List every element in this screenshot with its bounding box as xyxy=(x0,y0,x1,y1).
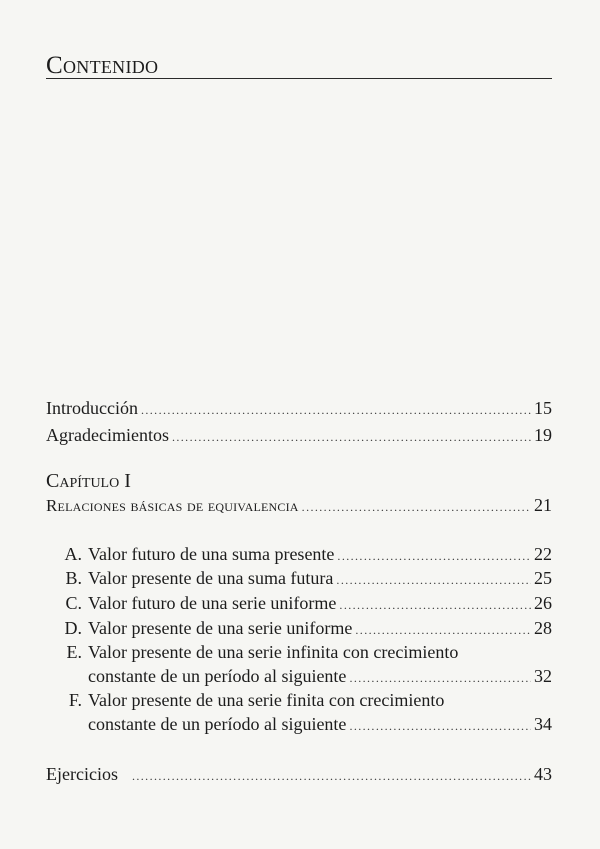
section-page: 34 xyxy=(534,714,552,734)
section-title-line1: Valor presente de una serie infinita con crecimiento xyxy=(88,642,459,662)
entry-title: Introducción xyxy=(46,398,138,418)
entry-title: Agradecimientos xyxy=(46,425,169,445)
toc-entry-section-d xyxy=(60,617,552,641)
dot-leader xyxy=(337,545,531,567)
section-title: Valor presente de una suma futura xyxy=(88,568,334,588)
section-page: 26 xyxy=(534,593,552,613)
section-letter: F. xyxy=(68,690,82,710)
entry-page: 21 xyxy=(534,495,552,515)
page-title: Contenido xyxy=(46,52,159,79)
section-title-line2: constante de un período al siguiente xyxy=(88,666,347,686)
toc-entry-section-a xyxy=(60,543,552,567)
entry-page: 43 xyxy=(534,764,552,784)
toc-entry-section-f-line1 xyxy=(60,689,444,711)
section-title-line2: constante de un período al siguiente xyxy=(88,714,347,734)
section-page: 32 xyxy=(534,666,552,686)
toc-entry-ejercicios xyxy=(46,763,552,787)
section-letter: C. xyxy=(65,593,82,613)
toc-entry-section-c xyxy=(60,592,552,616)
entry-page: 19 xyxy=(534,425,552,445)
section-page: 28 xyxy=(534,618,552,638)
entry-title: Ejercicios xyxy=(46,764,118,784)
section-title: Valor futuro de una serie uniforme xyxy=(88,593,337,613)
title-rule xyxy=(46,78,552,79)
dot-leader xyxy=(355,619,531,641)
dot-leader xyxy=(349,667,531,689)
toc-entry-chapter-title xyxy=(46,494,552,518)
toc-entry-section-e-line1 xyxy=(60,641,458,663)
dot-leader xyxy=(336,569,531,591)
dot-leader xyxy=(339,594,531,616)
toc-entry-introduccion xyxy=(46,397,552,421)
section-letter: D. xyxy=(64,618,82,638)
dot-leader xyxy=(172,426,531,448)
entry-page: 15 xyxy=(534,398,552,418)
toc-entry-section-f-line2 xyxy=(88,713,552,737)
section-title: Valor presente de una serie uniforme xyxy=(88,618,353,638)
chapter-title: Relaciones básicas de equivalencia xyxy=(46,496,299,515)
dot-leader xyxy=(141,399,531,421)
section-title: Valor futuro de una suma presente xyxy=(88,544,335,564)
dot-leader xyxy=(349,715,531,737)
section-letter: E. xyxy=(66,642,82,662)
toc-entry-agradecimientos xyxy=(46,424,552,448)
toc-entry-section-b xyxy=(60,567,552,591)
section-page: 25 xyxy=(534,568,552,588)
dot-leader xyxy=(132,765,531,787)
section-letter: B. xyxy=(65,568,82,588)
section-title-line1: Valor presente de una serie finita con crecimiento xyxy=(88,690,445,710)
section-letter: A. xyxy=(64,544,82,564)
chapter-label: Capítulo I xyxy=(46,470,131,492)
dot-leader xyxy=(302,496,531,518)
toc-entry-section-e-line2 xyxy=(88,665,552,689)
section-page: 22 xyxy=(534,544,552,564)
